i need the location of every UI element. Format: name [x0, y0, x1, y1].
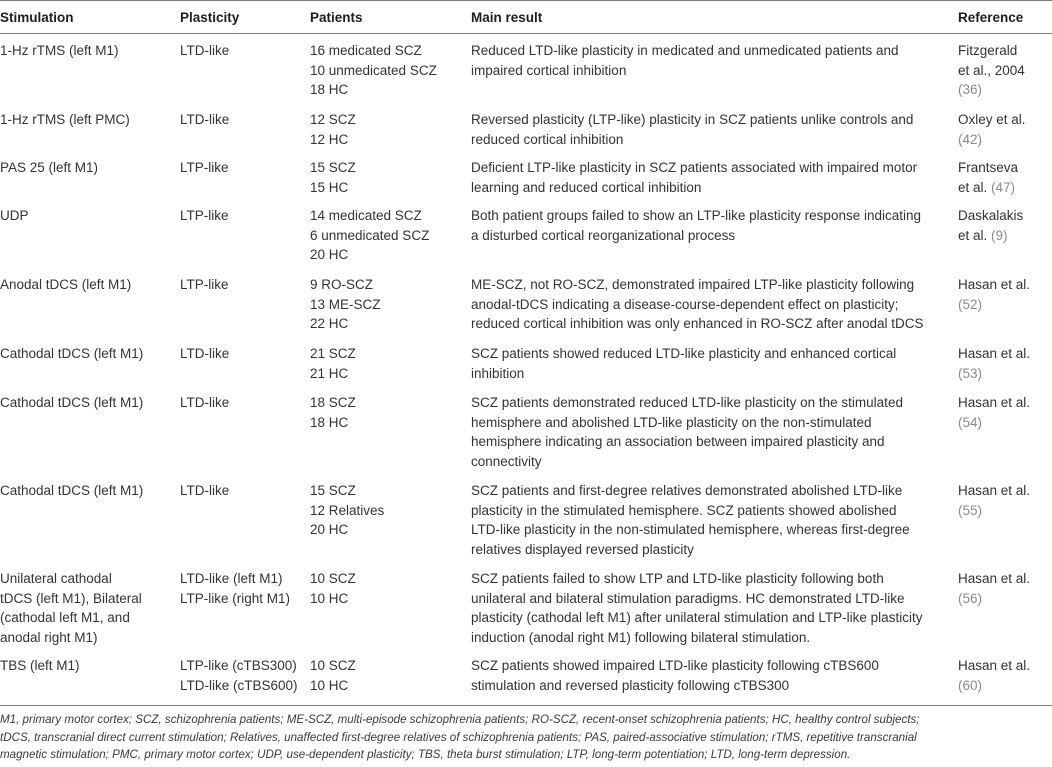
cell-reference	[958, 158, 1052, 197]
cell-main-result-line: relatives displayed reversed plasticity	[471, 541, 694, 557]
cell-patients	[310, 110, 470, 149]
cell-main-result-line: SCZ patients failed to show LTP and LTD-like plasticity following both	[471, 571, 884, 586]
cell-patients-line: 12 Relatives	[310, 502, 385, 518]
cell-main-result-line: reduced cortical inhibition was only enhanced in RO-SCZ after anodal tDCS	[471, 316, 924, 331]
cell-main-result-line: connectivity	[471, 453, 542, 469]
cell-reference-line: Fitzgerald	[958, 43, 1018, 58]
cell-main-result-line: SCZ patients showed reduced LTD-like plasticity and enhanced cortical	[471, 346, 897, 361]
cell-patients-line: 10 HC	[310, 677, 349, 693]
cell-stimulation	[0, 393, 170, 413]
header-reference: Reference	[958, 10, 1024, 25]
cell-main-result-line: ME-SCZ, not RO-SCZ, demonstrated impaired LTP-like plasticity following	[471, 277, 915, 292]
cell-stimulation-line: Unilateral cathodal	[0, 571, 112, 586]
cell-patients-line: 10 SCZ	[310, 658, 356, 673]
reference-author: Oxley et al.	[958, 112, 1026, 127]
cell-reference-line: Frantseva	[958, 160, 1019, 175]
cell-patients-line: 10 unmedicated SCZ	[310, 62, 437, 78]
cell-reference-line	[958, 275, 1052, 295]
cell-plasticity	[180, 656, 305, 695]
cell-patients-line: 12 SCZ	[310, 112, 356, 127]
cell-stimulation-line: (cathodal left M1, and	[0, 610, 130, 625]
cell-plasticity	[180, 41, 305, 61]
header-stimulation: Stimulation	[0, 10, 74, 25]
cell-stimulation-line: Cathodal tDCS (left M1)	[0, 395, 144, 410]
cell-plasticity-line: LTD-like (left M1)	[180, 571, 283, 586]
cell-stimulation	[0, 344, 170, 364]
reference-author: et al.	[958, 227, 988, 243]
cell-reference	[958, 344, 1052, 383]
cell-reference-line	[958, 344, 1052, 364]
cell-patients-line: 14 medicated SCZ	[310, 208, 422, 223]
cell-patients-line: 21 HC	[310, 365, 349, 381]
cell-main-result	[471, 569, 951, 647]
cell-plasticity	[180, 393, 305, 413]
cell-main-result-line: Reduced LTD-like plasticity in medicated and unmedicated patients and	[471, 43, 899, 58]
cell-plasticity	[180, 481, 305, 501]
cell-main-result-line: SCZ patients demonstrated reduced LTD-like plasticity on the stimulated	[471, 395, 903, 410]
cell-main-result	[471, 481, 951, 559]
cell-patients-line: 15 SCZ	[310, 160, 356, 175]
cell-reference-line	[958, 178, 1052, 198]
cell-stimulation	[0, 656, 170, 676]
cell-main-result-line: Reversed plasticity (LTP-like) plasticity in SCZ patients unlike controls and	[471, 112, 914, 127]
reference-author: Hasan et al.	[958, 483, 1031, 498]
cell-plasticity	[180, 206, 305, 226]
cell-main-result-line: plasticity in the stimulated hemisphere. SCZ patients showed abolished	[471, 502, 897, 518]
cell-reference-line	[958, 413, 1052, 433]
cell-plasticity-line: LTP-like	[180, 277, 229, 292]
cell-patients-line: 13 ME-SCZ	[310, 296, 381, 312]
cell-patients	[310, 393, 470, 432]
cell-stimulation	[0, 275, 170, 295]
cell-stimulation	[0, 41, 170, 61]
cell-reference	[958, 41, 1052, 100]
cell-stimulation-line: UDP	[0, 208, 29, 223]
cell-main-result	[471, 393, 951, 471]
cell-patients-line: 15 HC	[310, 179, 349, 195]
cell-plasticity	[180, 110, 305, 130]
cell-reference	[958, 481, 1052, 520]
reference-number-link[interactable]: (53)	[958, 365, 983, 381]
cell-stimulation-line: Cathodal tDCS (left M1)	[0, 346, 144, 361]
cell-main-result	[471, 158, 951, 197]
cell-patients	[310, 656, 470, 695]
cell-patients-line: 10 SCZ	[310, 571, 356, 586]
cell-reference	[958, 569, 1052, 608]
cell-plasticity-line: LTP-like (cTBS300)	[180, 658, 297, 673]
cell-stimulation	[0, 158, 170, 178]
cell-stimulation	[0, 206, 170, 226]
reference-author: Hasan et al.	[958, 346, 1031, 361]
reference-author: Hasan et al.	[958, 571, 1031, 586]
cell-plasticity-line: LTD-like	[180, 112, 230, 127]
cell-stimulation-line: Cathodal tDCS (left M1)	[0, 483, 144, 498]
cell-reference	[958, 275, 1052, 314]
reference-number-link[interactable]: (54)	[958, 414, 983, 430]
cell-main-result	[471, 110, 951, 149]
cell-reference-line	[958, 61, 1052, 81]
reference-author: Hasan et al.	[958, 395, 1031, 410]
cell-plasticity-line: LTP-like (right M1)	[180, 590, 291, 606]
cell-reference-line	[958, 569, 1052, 589]
cell-patients-line: 20 HC	[310, 247, 349, 262]
cell-plasticity-line: LTD-like (cTBS600)	[180, 677, 298, 693]
reference-number-link[interactable]: (56)	[958, 590, 983, 606]
cell-main-result-line: unilateral and bilateral stimulation paradigms. HC demonstrated LTD-like	[471, 590, 905, 606]
cell-patients	[310, 41, 470, 100]
table-bottom-rule	[0, 705, 1052, 706]
cell-reference-line	[958, 110, 1052, 130]
table-footnote	[0, 711, 1052, 764]
cell-patients-line: 15 SCZ	[310, 483, 356, 498]
cell-main-result-line: stimulation and reversed plasticity following cTBS300	[471, 677, 790, 693]
cell-reference-line	[958, 364, 1052, 384]
cell-reference-line	[958, 501, 1052, 521]
cell-patients-line: 9 RO-SCZ	[310, 277, 374, 292]
cell-main-result	[471, 656, 951, 695]
cell-reference-line	[958, 80, 1052, 100]
reference-author: Hasan et al.	[958, 658, 1031, 673]
cell-reference-line	[958, 393, 1052, 413]
cell-reference	[958, 110, 1052, 149]
cell-patients-line: 18 HC	[310, 414, 349, 430]
reference-number-link[interactable]: (47)	[991, 179, 1016, 195]
cell-main-result	[471, 206, 951, 245]
cell-stimulation-line: Anodal tDCS (left M1)	[0, 277, 132, 292]
reference-author: et al.	[958, 179, 988, 195]
cell-stimulation-line: PAS 25 (left M1)	[0, 160, 99, 175]
cell-plasticity-line: LTD-like	[180, 395, 230, 410]
cell-stimulation	[0, 569, 170, 647]
reference-number-link[interactable]: (36)	[958, 82, 983, 97]
cell-patients	[310, 569, 470, 608]
cell-patients-line: 6 unmedicated SCZ	[310, 227, 430, 243]
cell-reference	[958, 656, 1052, 695]
cell-reference-line: Daskalakis	[958, 208, 1024, 223]
cell-plasticity	[180, 158, 305, 178]
cell-plasticity	[180, 569, 305, 608]
cell-stimulation-line: anodal right M1)	[0, 629, 98, 645]
reference-author: et al., 2004	[958, 62, 1025, 78]
cell-main-result-line: Deficient LTP-like plasticity in SCZ patients associated with impaired motor	[471, 160, 918, 175]
cell-patients	[310, 275, 470, 334]
cell-main-result-line: Both patient groups failed to show an LTP-like plasticity response indicating	[471, 208, 922, 223]
cell-patients	[310, 158, 470, 197]
reference-number-link[interactable]: (9)	[991, 227, 1008, 243]
cell-main-result	[471, 275, 951, 334]
cell-patients-line: 12 HC	[310, 131, 349, 147]
cell-stimulation	[0, 110, 170, 130]
header-patients: Patients	[310, 10, 363, 25]
cell-patients	[310, 344, 470, 383]
cell-plasticity	[180, 344, 305, 364]
cell-plasticity-line: LTP-like	[180, 208, 229, 223]
cell-reference-line	[958, 676, 1052, 696]
cell-patients-line: 10 HC	[310, 590, 349, 606]
cell-stimulation	[0, 481, 170, 501]
cell-patients	[310, 206, 470, 265]
cell-main-result-line: SCZ patients and first-degree relatives demonstrated abolished LTD-like	[471, 483, 903, 498]
cell-patients-line: 22 HC	[310, 316, 349, 331]
cell-plasticity-line: LTD-like	[180, 483, 230, 498]
reference-author: Hasan et al.	[958, 277, 1031, 292]
cell-main-result-line: induction (anodal right M1) following bilateral stimulation.	[471, 629, 811, 645]
cell-patients-line: 18 SCZ	[310, 395, 356, 410]
reference-number-link[interactable]: (55)	[958, 502, 983, 518]
cell-reference-line	[958, 226, 1052, 246]
reference-number-link[interactable]: (60)	[958, 677, 983, 693]
cell-main-result-line: learning and reduced cortical inhibition	[471, 179, 702, 195]
cell-main-result-line: hemisphere and abolished LTD-like plasticity on the non-stimulated	[471, 414, 872, 430]
cell-stimulation-line: tDCS (left M1), Bilateral	[0, 590, 142, 606]
cell-stimulation-line: 1-Hz rTMS (left M1)	[0, 43, 119, 58]
cell-plasticity-line: LTP-like	[180, 160, 229, 175]
footnote-line: tDCS, transcranial direct current stimulation; Relatives, unaffected first-degree relatives of schizophrenia patients; PAS, paired-associative stimulation; rTMS, repetitive transcranial	[0, 730, 917, 744]
cell-main-result-line: reduced cortical inhibition	[471, 131, 624, 147]
cell-patients-line: 16 medicated SCZ	[310, 43, 422, 58]
footnote-line: M1, primary motor cortex; SCZ, schizophrenia patients; ME-SCZ, multi-episode schizophrenia patients; RO-SCZ, recent-onset schizophrenia patients; HC, healthy control subjects;	[0, 713, 920, 726]
cell-reference-line	[958, 589, 1052, 609]
cell-main-result-line: LTD-like plasticity in the non-stimulated hemisphere, whereas first-degree	[471, 522, 910, 537]
cell-main-result-line: inhibition	[471, 365, 525, 381]
cell-main-result-line: anodal-tDCS indicating a disease-course-dependent effect on plasticity;	[471, 296, 899, 312]
cell-patients	[310, 481, 470, 540]
cell-main-result-line: impaired cortical inhibition	[471, 62, 627, 78]
footnote-line: magnetic stimulation; PMC, primary motor cortex; UDP, use-dependent plasticity; TBS, theta burst stimulation; LTP, long-term potentiation; LTD, long-term depression.	[0, 748, 851, 761]
cell-reference	[958, 206, 1052, 245]
cell-reference-line	[958, 481, 1052, 501]
header-main-result: Main result	[471, 10, 543, 25]
cell-main-result-line: a disturbed cortical reorganizational process	[471, 227, 736, 243]
cell-plasticity-line: LTD-like	[180, 346, 230, 361]
cell-patients-line: 20 HC	[310, 522, 349, 537]
cell-plasticity-line: LTD-like	[180, 43, 230, 58]
reference-number-link[interactable]: (52)	[958, 296, 983, 312]
cell-main-result	[471, 344, 951, 383]
table-header	[0, 0, 1052, 34]
cell-stimulation-line: TBS (left M1)	[0, 658, 80, 673]
cell-main-result-line: hemisphere indicating an association between impaired plasticity and	[471, 434, 885, 449]
cell-main-result	[471, 41, 951, 80]
cell-reference-line	[958, 130, 1052, 150]
header-plasticity: Plasticity	[180, 10, 240, 25]
cell-reference-line	[958, 656, 1052, 676]
cell-main-result-line: plasticity (cathodal left M1) after unilateral stimulation and LTP-like plasticity	[471, 610, 923, 625]
cell-main-result-line: SCZ patients showed impaired LTD-like plasticity following cTBS600	[471, 658, 879, 673]
cell-reference-line	[958, 295, 1052, 315]
cell-stimulation-line: 1-Hz rTMS (left PMC)	[0, 112, 130, 127]
cell-patients-line: 18 HC	[310, 82, 349, 97]
reference-number-link[interactable]: (42)	[958, 131, 983, 147]
cell-patients-line: 21 SCZ	[310, 346, 356, 361]
cell-reference	[958, 393, 1052, 432]
cell-plasticity	[180, 275, 305, 295]
